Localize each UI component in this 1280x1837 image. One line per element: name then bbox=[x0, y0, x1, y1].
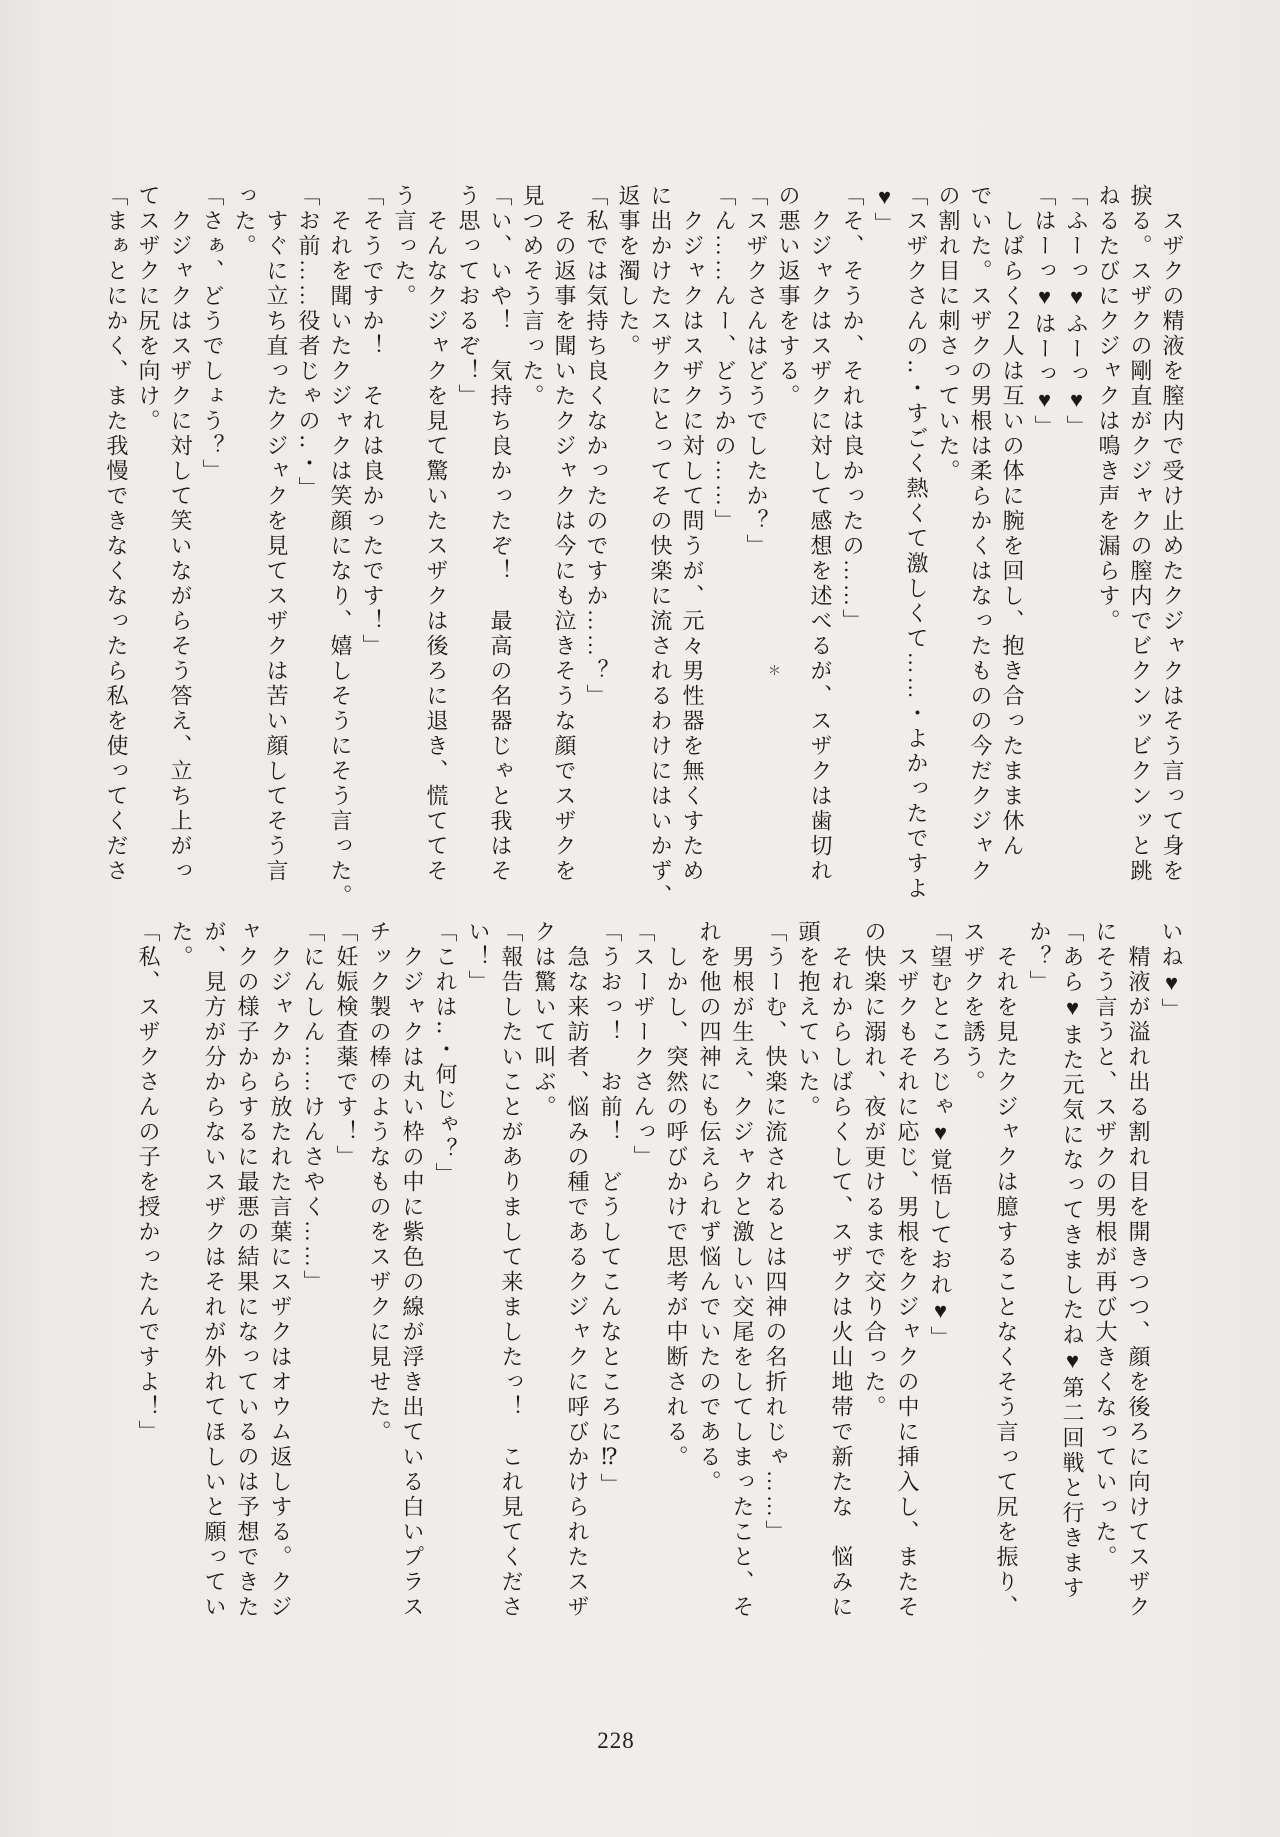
text-column: 「報告したいことがありまして来ましたっ！ これ見てくださ bbox=[499, 920, 524, 1620]
upper-text-block bbox=[100, 184, 1188, 932]
text-column: その返事を聞いたクジャクは今にも泣きそうな顔でスザクを bbox=[552, 184, 577, 884]
text-column: それを見たクジャクは臆することなくそう言って尻を振り、 bbox=[994, 920, 1019, 1620]
page-number: 228 bbox=[597, 1728, 635, 1753]
text-column: 見つめそう言った。 bbox=[520, 184, 545, 409]
footnote-asterisk-mark: ＊ bbox=[768, 663, 782, 678]
text-column: クは驚いて叫ぶ。 bbox=[532, 920, 557, 1120]
text-column: でいた。スザクの男根は柔らかくはなったものの今だクジャク bbox=[968, 184, 993, 884]
text-column: そんなクジャクを見て驚いたスザクは後ろに退き、慌ててそ bbox=[424, 184, 449, 884]
text-column: てスザクに尻を向け。 bbox=[136, 184, 161, 434]
text-column: 「私、スザクさんの子を授かったんですよ！」 bbox=[136, 920, 161, 1445]
text-column: に出かけたスザクにとってその快楽に流されるわけにはいかず、 bbox=[648, 184, 673, 909]
text-column: クジャクはスザクに対して笑いながらそう答え、立ち上がっ bbox=[168, 184, 193, 884]
text-column: 「さぁ、どうでしょう？」 bbox=[200, 184, 225, 484]
lower-text-block bbox=[132, 920, 1188, 1672]
text-column: ♥」 bbox=[872, 184, 897, 237]
text-column: ねるたびにクジャクは鳴き声を漏らす。 bbox=[1096, 184, 1121, 634]
text-column: スザクを誘う。 bbox=[961, 920, 986, 1095]
text-column: ャクの様子からするに最悪の結果になっているのは予想できた bbox=[235, 920, 260, 1620]
text-column: 「妊娠検査薬です！」 bbox=[334, 920, 359, 1170]
text-column: しばらく２人は互いの体に腕を回し、抱き合ったまま休ん bbox=[1000, 184, 1025, 859]
text-column: 「これは‥・何じゃ？」 bbox=[433, 920, 458, 1188]
text-column: う言った。 bbox=[392, 184, 417, 309]
text-column: 「にんしん……けんさやく……」 bbox=[301, 920, 326, 1295]
text-column: それを聞いたクジャクは笑顔になり、嬉しそうにそう言った。 bbox=[328, 184, 353, 909]
text-column: いね♥」 bbox=[1159, 920, 1184, 1023]
text-column: った。 bbox=[232, 184, 257, 259]
text-column: い！」 bbox=[466, 920, 491, 995]
text-column: 返事を濁した。 bbox=[616, 184, 641, 359]
text-column: 「い、いや！ 気持ち良かったぞ！ 最高の名器じゃと我はそ bbox=[488, 184, 513, 884]
text-column: 「ん……んー、どうかの……」 bbox=[712, 184, 737, 534]
text-column: クジャクはスザクに対して感想を述べるが、スザクは歯切れ bbox=[808, 184, 833, 884]
text-column: 「私では気持ち良くなかったのですか……？」 bbox=[584, 184, 609, 709]
text-column: 「はーっ♥はーっ♥」 bbox=[1032, 184, 1057, 440]
text-column: 「うーむ、快楽に流されるとは四神の名折れじゃ……」 bbox=[763, 920, 788, 1545]
text-column: にそう言うと、スザクの男根が再び大きくなっていった。 bbox=[1093, 920, 1118, 1570]
text-column: 急な来訪者、悩みの種であるクジャクに呼びかけられたスザ bbox=[565, 920, 590, 1620]
text-column: う思っておるぞ！」 bbox=[456, 184, 481, 409]
text-column: 「まぁとにかく、また我慢できなくなったら私を使ってくださ bbox=[104, 184, 129, 884]
text-column: 「お前……役者じゃの‥・」 bbox=[296, 184, 321, 502]
text-column: しかし、突然の呼びかけで思考が中断される。 bbox=[664, 920, 689, 1470]
text-column: 頭を抱えていた。 bbox=[796, 920, 821, 1120]
text-column: か？」 bbox=[1027, 920, 1052, 995]
text-column: 「あら♥また元気になってきましたね♥第二回戦と行きます bbox=[1060, 920, 1085, 1601]
text-column: 「スザクさんはどうでしたか？」 bbox=[744, 184, 769, 559]
text-column: クジャクはスザクに対して問うが、元々男性器を無くすため bbox=[680, 184, 705, 884]
text-column: それからしばらくして、スザクは火山地帯で新たな 悩みに bbox=[829, 920, 854, 1620]
text-column: 「そうですか！ それは良かったです！」 bbox=[360, 184, 385, 659]
text-column: クジャクから放たれた言葉にスザクはオウム返しする。クジ bbox=[268, 920, 293, 1620]
text-column: の快楽に溺れ、夜が更けるまで交り合った。 bbox=[862, 920, 887, 1420]
text-column: 「望むところじゃ♥覚悟しておれ♥」 bbox=[928, 920, 953, 1351]
text-column: 「うおっ！ お前！ どうしてこんなところに⁉」 bbox=[598, 920, 623, 1498]
text-column: クジャクは丸い枠の中に紫色の線が浮き出ている白いプラス bbox=[400, 920, 425, 1620]
text-column: 男根が生え、クジャクと激しい交尾をしてしまったこと、そ bbox=[730, 920, 755, 1620]
text-column: 「スーザークさんっ」 bbox=[631, 920, 656, 1170]
text-column: 捩る。スザクの剛直がクジャクの膣内でビクンッビクンッと跳 bbox=[1128, 184, 1153, 884]
text-column: 「そ、そうか、それは良かったの……」 bbox=[840, 184, 865, 634]
text-column: スザクの精液を膣内で受け止めたクジャクはそう言って身を bbox=[1160, 184, 1185, 884]
text-column: の割れ目に刺さっていた。 bbox=[936, 184, 961, 484]
text-column: チック製の棒のようなものをスザクに見せた。 bbox=[367, 920, 392, 1445]
text-column: 「スザクさんの‥・すごく熱くて激しくて……・よかったですよ bbox=[904, 184, 929, 902]
text-column: スザクもそれに応じ、男根をクジャクの中に挿入し、またそ bbox=[895, 920, 920, 1620]
text-column: た。 bbox=[169, 920, 194, 970]
text-column: 精液が溢れ出る割れ目を開きつつ、顔を後ろに向けてスザク bbox=[1126, 920, 1151, 1620]
text-column: が、見方が分からないスザクはそれが外れてほしいと願ってい bbox=[202, 920, 227, 1620]
text-column: 「ふーっ♥ふーっ♥」 bbox=[1064, 184, 1089, 440]
text-column: すぐに立ち直ったクジャクを見てスザクは苦い顔してそう言 bbox=[264, 184, 289, 884]
text-column: の悪い返事をする。 bbox=[776, 184, 801, 409]
text-column: れを他の四神にも伝えられず悩んでいたのである。 bbox=[697, 920, 722, 1495]
